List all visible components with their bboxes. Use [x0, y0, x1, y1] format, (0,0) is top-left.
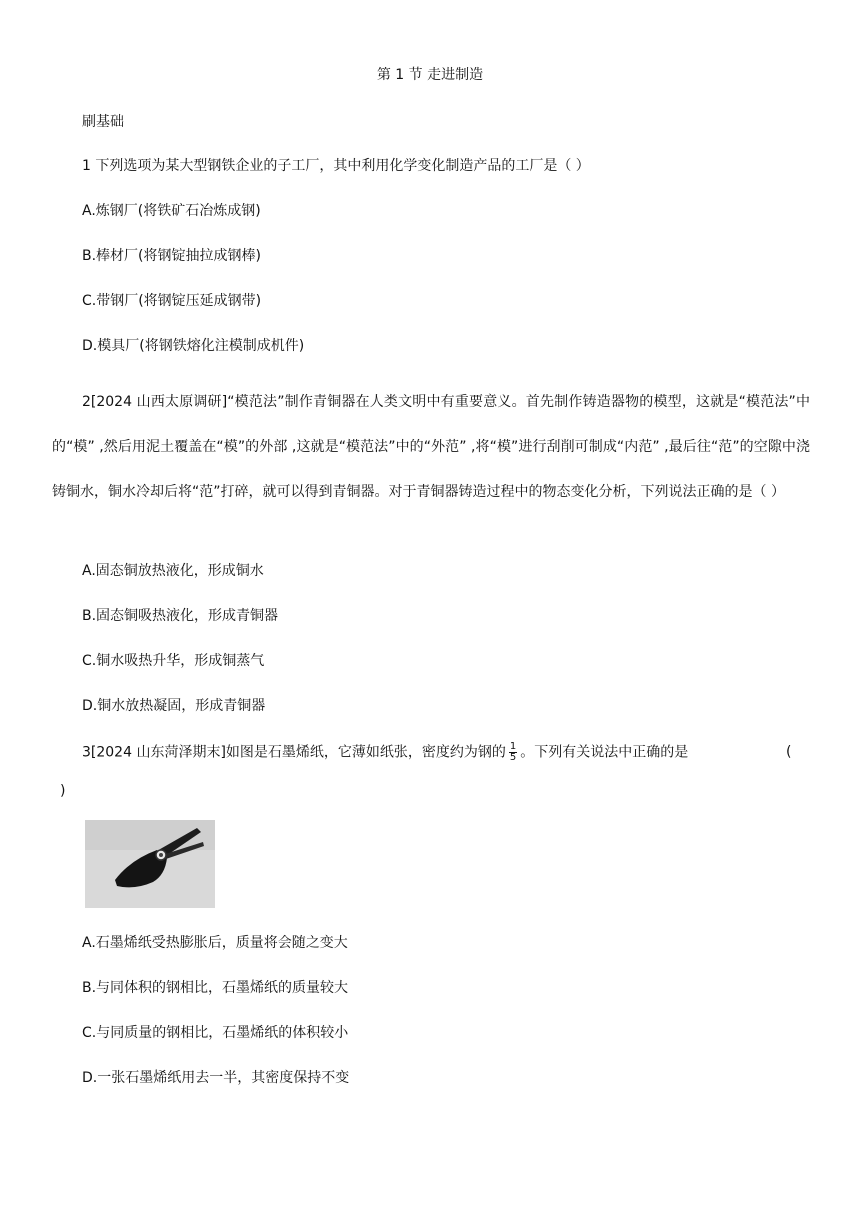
question-3-option-a: A.石墨烯纸受热膨胀后，质量将会随之变大: [82, 935, 348, 951]
question-1-option-a: A.炼钢厂(将铁矿石冶炼成钢): [82, 203, 261, 219]
fraction-denominator: 5: [509, 752, 517, 763]
question-2-stem: [52, 380, 810, 515]
section-heading: 刷基础: [82, 114, 124, 130]
question-1-option-d: D.模具厂(将钢铁熔化注模制成机件): [82, 338, 305, 354]
graphene-paper-image: [85, 820, 215, 908]
question-2-option-d: D.铜水放热凝固，形成青铜器: [82, 698, 266, 714]
question-2-option-b: B.固态铜吸热液化，形成青铜器: [82, 608, 279, 624]
question-2-option-c: C.铜水吸热升华，形成铜蒸气: [82, 653, 265, 669]
question-3-stem-before: 3[2024 山东菏泽期末]如图是石墨烯纸，它薄如纸张，密度约为钢的: [82, 744, 506, 761]
fraction-numerator: 1: [509, 741, 517, 752]
question-1-option-b: B.棒材厂(将钢锭抽拉成钢棒): [82, 248, 261, 264]
answer-paren-close: ): [60, 783, 66, 799]
question-3-option-b: B.与同体积的钢相比，石墨烯纸的质量较大: [82, 980, 349, 996]
question-3-stem: [82, 742, 688, 763]
question-3-option-d: D.一张石墨烯纸用去一半，其密度保持不变: [82, 1070, 350, 1086]
graphene-paper-photo: [85, 820, 215, 908]
page-title: 第 1 节 走进制造: [376, 67, 484, 83]
answer-paren-open: (: [786, 744, 792, 760]
question-3-stem-after: 。下列有关说法中正确的是: [520, 744, 689, 761]
question-2-stem-text: 2[2024 山西太原调研]“模范法”制作青铜器在人类文明中有重要意义。首先制作铸造器物的模型，这就是“模范法”中的“模” ,然后用泥土覆盖在“模”的外部 ,这就是“模范法”中的“外范” ,将“模”进行刮削可制成“内范” ,最后往“范”的空隙中浇铸铜水，铜水冷却后将“范”打碎，就可以得到青铜器。对于青铜器铸造过程中的物态变化分析，下列说法正确的是（ ）: [52, 394, 810, 500]
question-3-option-c: C.与同质量的钢相比，石墨烯纸的体积较小: [82, 1025, 349, 1041]
question-1-stem: 1 下列选项为某大型钢铁企业的子工厂，其中利用化学变化制造产品的工厂是（ ）: [82, 158, 590, 174]
fraction-one-fifth: [509, 742, 517, 763]
question-1-option-c: C.带钢厂(将钢锭压延成钢带): [82, 293, 262, 309]
question-2-option-a: A.固态铜放热液化，形成铜水: [82, 563, 264, 579]
